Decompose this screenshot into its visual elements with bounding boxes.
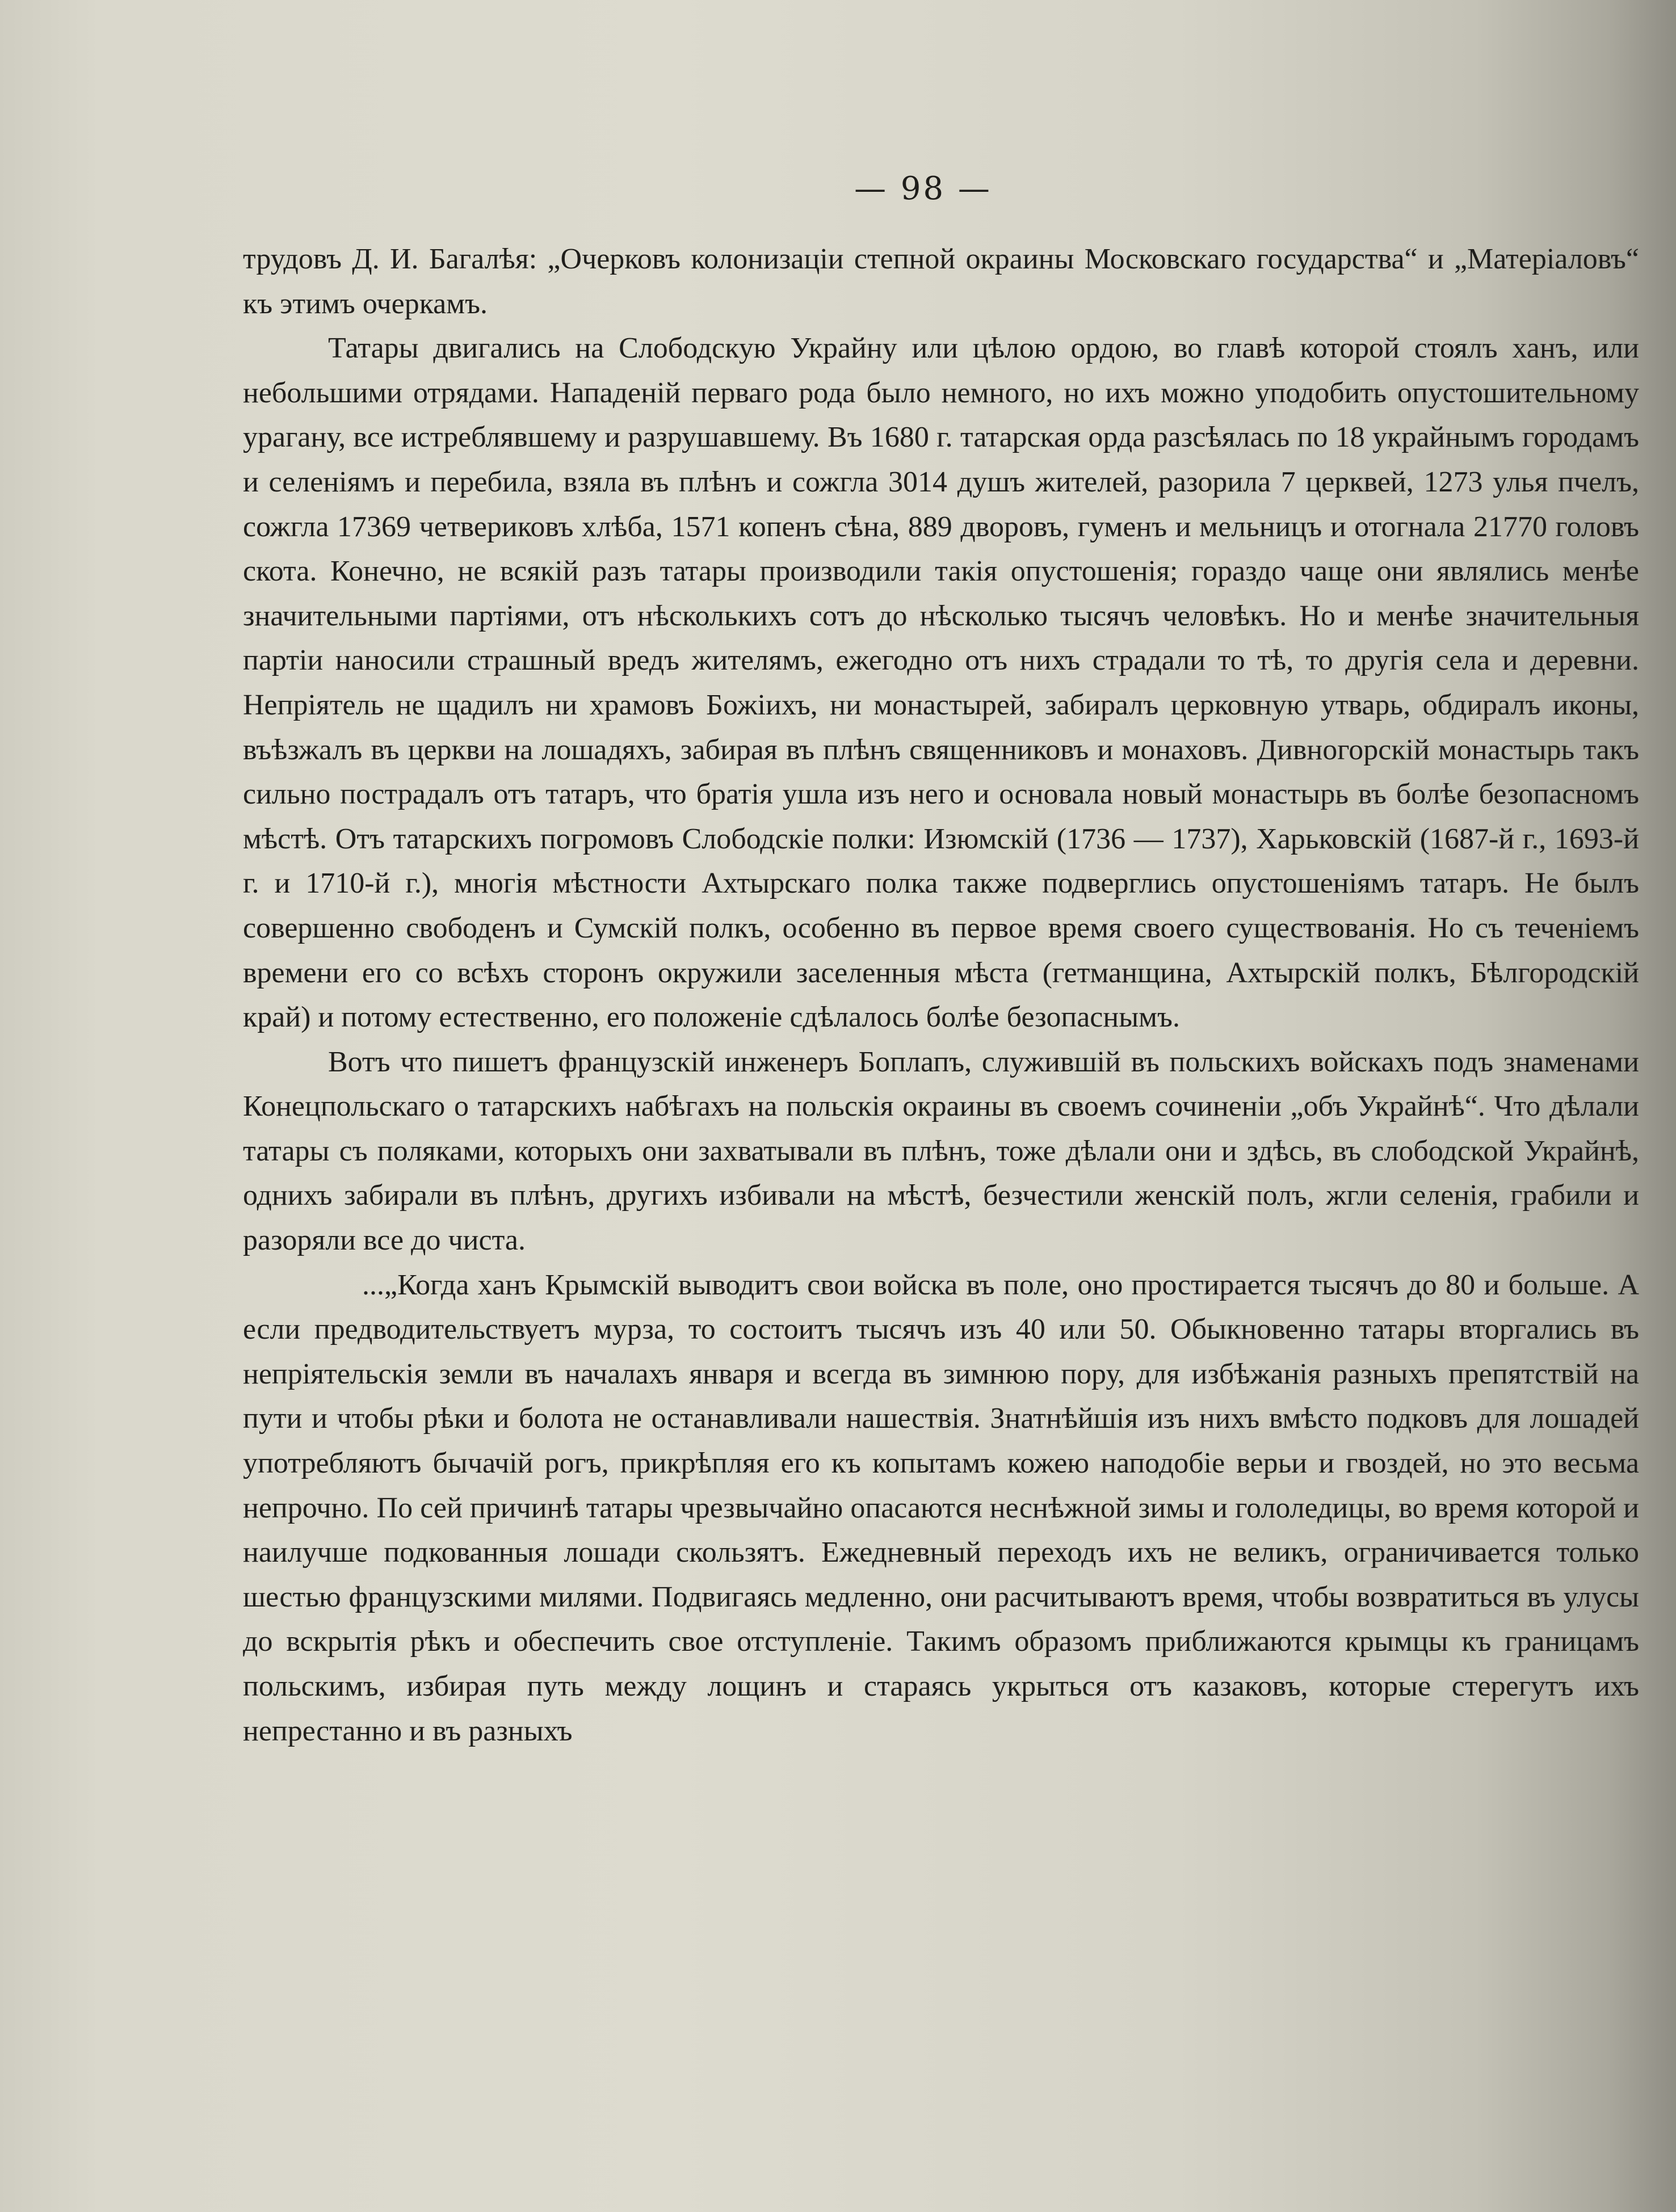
- paragraph-2: Татары двигались на Слободскую Украйну или цѣлою ордою, во главѣ которой стоялъ ханъ, или небольшими отрядами. Нападеній перваго рода было немного, но ихъ можно уподобить опустошительному урагану, все истреблявшему и разрушавшему. Въ 1680 г. татарская орда разсѣялась по 18 украйнымъ городамъ и селеніямъ и перебила, взяла въ плѣнъ и сожгла 3014 душъ жителей, разорила 7 церквей, 1273 улья пчелъ, сожгла 17369 четвериковъ хлѣба, 1571 копенъ сѣна, 889 дворовъ, гуменъ и мельницъ и отогнала 21770 головъ скота. Конечно, не всякій разъ татары производили такія опустошенія; гораздо чаще они являлись менѣе значительными партіями, отъ нѣсколькихъ сотъ до нѣсколько тысячъ человѣкъ. Но и менѣе значительныя партіи наносили страшный вредъ жителямъ, ежегодно отъ нихъ страдали то тѣ, то другія села и деревни. Непріятель не щадилъ ни храмовъ Божіихъ, ни монастырей, забиралъ церковную утварь, обдиралъ иконы, въѣзжалъ въ церкви на лошадяхъ, забирая въ плѣнъ священниковъ и монаховъ. Дивногорскій монастырь такъ сильно пострадалъ отъ татаръ, что братія ушла изъ него и основала новый монастырь въ болѣе безопасномъ мѣстѣ. Отъ татарскихъ погромовъ Слободскіе полки: Изюмскій (1736 — 1737), Харьковскій (1687-й г., 1693-й г. и 1710-й г.), многія мѣстности Ахтырскаго полка также подверглись опустошеніямъ татаръ. Не былъ совершенно свободенъ и Сумскій полкъ, особенно въ первое время своего существованія. Но съ теченіемъ времени его со всѣхъ сторонъ окружили заселенныя мѣста (гетманщина, Ахтырскій полкъ, Бѣлгородскій край) и потому естественно, его положеніе сдѣлалось болѣе безопаснымъ.: [243, 332, 1639, 1034]
- paragraph-1: трудовъ Д. И. Багалѣя: „Очерковъ колонизаціи степной окраины Московскаго государства“ и „Матеріаловъ“ къ этимъ очеркамъ.: [243, 243, 1639, 320]
- body-text: [243, 237, 1639, 1753]
- paragraph-4: ...„Когда ханъ Крымскій выводитъ свои войска въ поле, оно простирается тысячъ до 80 и больше. А если предводительствуетъ мурза, то состоитъ тысячъ изъ 40 или 50. Обыкновенно татары вторгались въ непріятельскія земли въ началахъ января и всегда въ зимнюю пору, для избѣжанія разныхъ препятствій на пути и чтобы рѣки и болота не останавливали нашествія. Знатнѣйшія изъ нихъ вмѣсто подковъ для лошадей употребляютъ бычачій рогъ, прикрѣпляя его къ копытамъ кожею наподобіе верьи и гвоздей, но это весьма непрочно. По сей причинѣ татары чрезвычайно опасаются неснѣжной зимы и гололедицы, во время которой и наилучше подкованныя лошади скользятъ. Ежедневный переходъ ихъ не великъ, ограничивается только шестью французскими милями. Подвигаясь медленно, они расчитываютъ время, чтобы возвратиться въ улусы до вскрытія рѣкъ и обеспечить свое отступленіе. Такимъ образомъ приближаются крымцы къ границамъ польскимъ, избирая путь между лощинъ и стараясь укрыться отъ казаковъ, которые стерегутъ ихъ непрестанно и въ разныхъ: [243, 1268, 1639, 1747]
- paragraph-3: Вотъ что пишетъ французскій инженеръ Боплапъ, служившій въ польскихъ войскахъ подъ знаменами Конецпольскаго о татарскихъ набѣгахъ на польскія окраины въ своемъ сочиненіи „объ Украйнѣ“. Что дѣлали татары съ поляками, которыхъ они захватывали въ плѣнъ, тоже дѣлали они и здѣсь, въ слободской Украйнѣ, однихъ забирали въ плѣнъ, другихъ избивали на мѣстѣ, безчестили женскій полъ, жгли селенія, грабили и разоряли все до чиста.: [243, 1045, 1639, 1257]
- page-number: — 98 —: [854, 170, 992, 207]
